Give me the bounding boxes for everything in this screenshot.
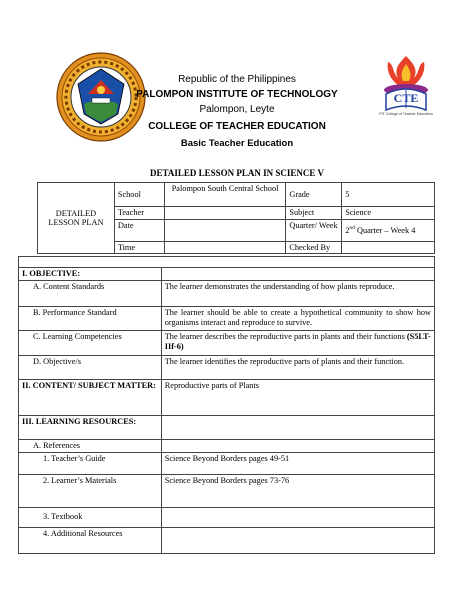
additional-resources-label: 4. Additional Resources <box>19 527 162 553</box>
performance-standard-text: The learner should be able to create a hypothetical community to show how organisms interact and reproduce to survive. <box>161 307 434 331</box>
doc-title: DETAILED LESSON PLAN IN SCIENCE V <box>150 168 324 178</box>
location-line: Palompon, Leyte <box>199 104 275 115</box>
time-label: Time <box>114 241 164 254</box>
institute-name: PALOMPON INSTITUTE OF TECHNOLOGY <box>136 89 338 100</box>
school-value: Palompon South Central School <box>164 183 286 207</box>
lesson-table <box>18 256 435 554</box>
content-value: Reproductive parts of Plants <box>161 380 434 416</box>
republic-line: Republic of the Philippines <box>178 74 296 85</box>
learning-competencies-text: The learner describes the reproductive parts in plants and their functions (S5LT-IIf-6) <box>161 331 434 356</box>
date-value <box>164 219 286 241</box>
learners-materials-label: 2. Learner’s Materials <box>19 474 162 507</box>
grade-label: Grade <box>286 183 342 207</box>
objective-heading: I. OBJECTIVE: <box>19 268 162 281</box>
cte-logo-caption: PIT College of Teacher Education <box>379 112 433 116</box>
resources-blank <box>161 416 434 440</box>
teachers-guide-value: Science Beyond Borders pages 49-51 <box>161 452 434 474</box>
subject-label: Subject <box>286 207 342 220</box>
teacher-value <box>164 207 286 220</box>
teachers-guide-label: 1. Teacher’s Guide <box>19 452 162 474</box>
checked-value <box>342 241 435 254</box>
lesson-plan-label: DETAILED LESSON PLAN <box>38 183 115 254</box>
school-label: School <box>114 183 164 207</box>
subject-value: Science <box>342 207 435 220</box>
grade-value: 5 <box>342 183 435 207</box>
learners-materials-value: Science Beyond Borders pages 73-76 <box>161 474 434 507</box>
cte-logo-text: CTE <box>393 91 419 105</box>
time-value <box>164 241 286 254</box>
references-blank <box>161 440 434 453</box>
date-label: Date <box>114 219 164 241</box>
info-table <box>37 182 435 254</box>
content-standards-label: A. Content Standards <box>19 281 162 307</box>
performance-standard-label: B. Performance Standard <box>19 307 162 331</box>
additional-resources-value <box>161 527 434 553</box>
objectives-text: The learner identifies the reproductive parts of plants and their function. <box>161 356 434 380</box>
checked-label: Checked By <box>286 241 342 254</box>
quarter-value: 2nd Quarter – Week 4 <box>342 219 435 241</box>
content-heading: II. CONTENT/ SUBJECT MATTER: <box>19 380 162 416</box>
content-standards-text: The learner demonstrates the understanding of how plants reproduce. <box>161 281 434 307</box>
textbook-value <box>161 507 434 527</box>
learning-competencies-label: C. Learning Competencies <box>19 331 162 356</box>
teacher-label: Teacher <box>114 207 164 220</box>
resources-heading: III. LEARNING RESOURCES: <box>19 416 162 440</box>
spacer-row <box>19 257 435 268</box>
references-label: A. References <box>19 440 162 453</box>
objectives-label: D. Objective/s <box>19 356 162 380</box>
quarter-label: Quarter/ Week <box>286 219 342 241</box>
textbook-label: 3. Textbook <box>19 507 162 527</box>
department-name: Basic Teacher Education <box>180 138 294 149</box>
objective-blank <box>161 268 434 281</box>
college-name: COLLEGE OF TEACHER EDUCATION <box>148 121 326 132</box>
